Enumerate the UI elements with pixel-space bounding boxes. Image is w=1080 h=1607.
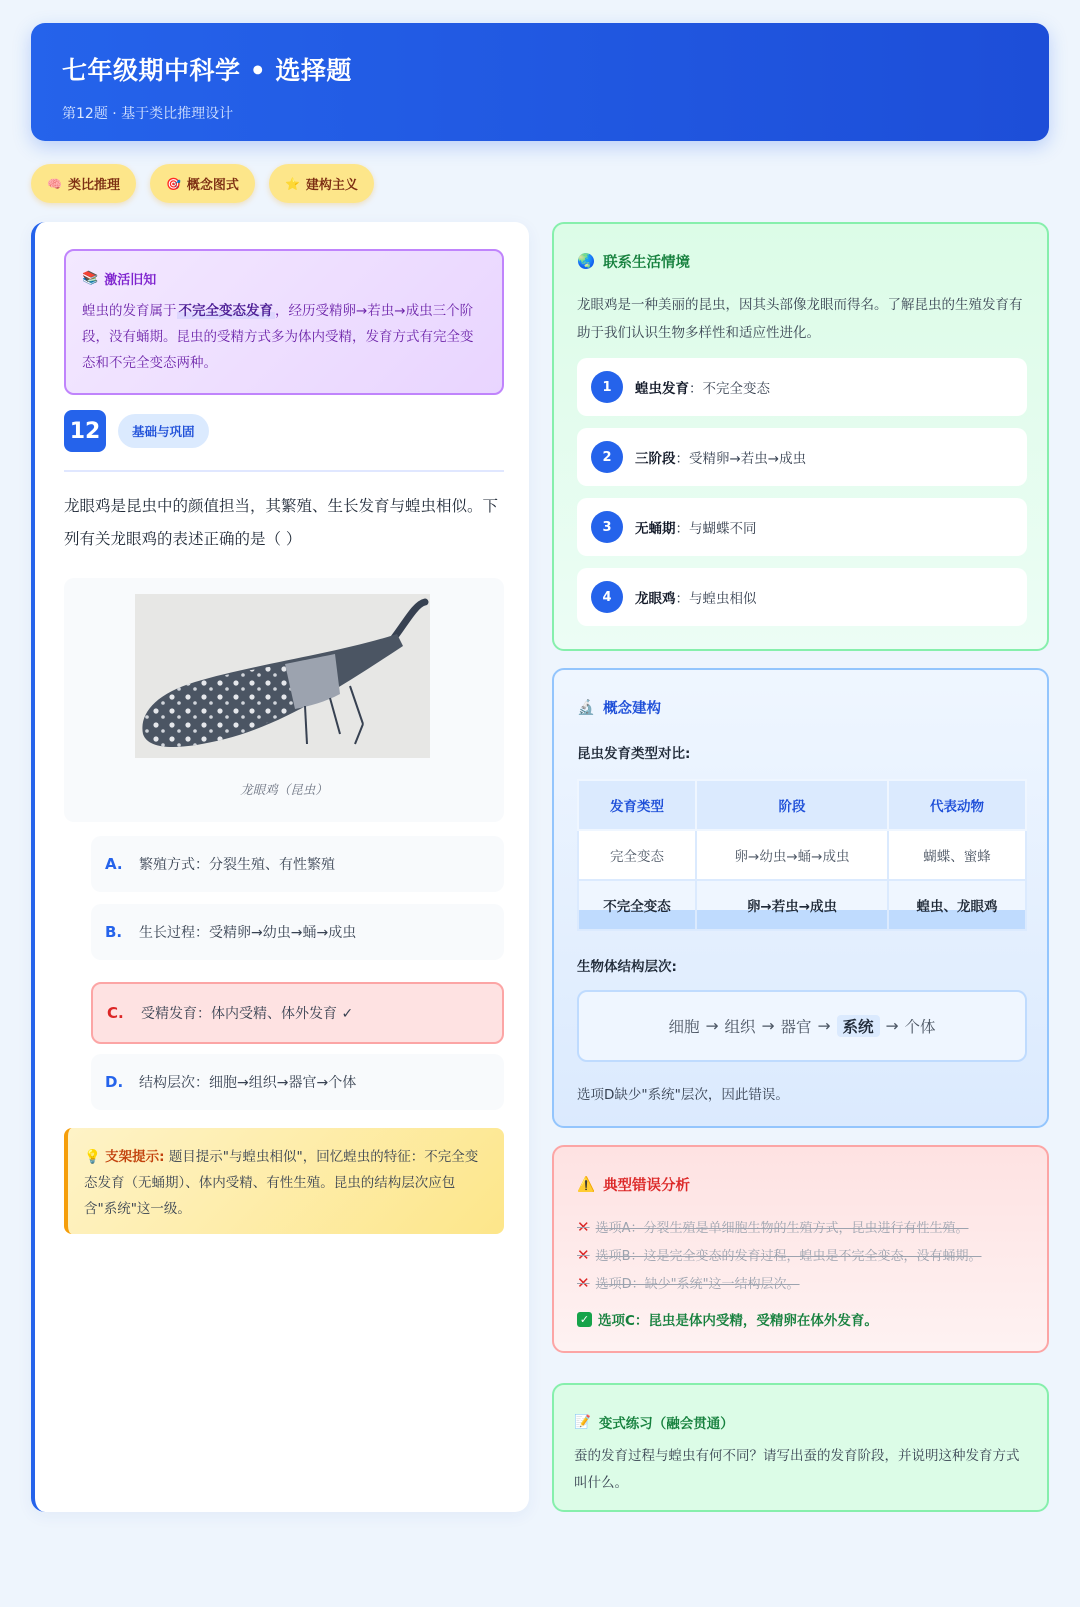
question-header <box>64 410 504 472</box>
level-cell: 细胞 <box>668 1018 700 1036</box>
step-item <box>577 498 1027 556</box>
step-value: 不完全变态 <box>702 381 770 397</box>
hint-label: 支架提示: <box>105 1149 165 1165</box>
tag-list <box>31 164 374 203</box>
step-item <box>577 428 1027 486</box>
recall-text <box>82 298 486 376</box>
wrong-item <box>577 1273 800 1292</box>
microscope-icon: 🔬 <box>577 700 596 716</box>
recall-text-after: ，经历受精卵→若虫→成虫三个阶段，没有蛹期。昆虫的受精方式多为体内受精，发育方式有完全变态和不完全变态两种。 <box>82 303 474 371</box>
table-header-row <box>578 780 1026 830</box>
step-key: 无蛹期 <box>635 521 676 537</box>
structure-levels <box>577 990 1027 1062</box>
recall-title <box>82 269 486 288</box>
option-letter: C. <box>107 1004 124 1022</box>
wrong-text: 选项B：这是完全变态的发育过程，蝗虫是不完全变态，没有蛹期。 <box>595 1249 982 1264</box>
life-intro: 龙眼鸡是一种美丽的昆虫，因其头部像龙眼而得名。了解昆虫的生殖发育有助于我们认识生物多样性和适应性进化。 <box>577 297 1023 341</box>
option-text: 生长过程：受精卵→幼虫→蛹→成虫 <box>139 925 357 941</box>
check-icon: ✓ <box>577 1312 592 1327</box>
step-sep: ： <box>675 521 689 537</box>
difficulty-badge: 基础与巩固 <box>118 414 209 448</box>
step-item <box>577 568 1027 626</box>
cross-icon: ✕ <box>577 1273 590 1292</box>
recall-highlight: 不完全变态发育 <box>178 303 273 319</box>
option-c[interactable] <box>91 982 504 1044</box>
variant-practice-panel <box>552 1383 1049 1512</box>
step-item <box>577 358 1027 416</box>
lightbulb-icon: 💡 <box>84 1149 101 1165</box>
tag-label: 概念图式 <box>186 178 239 193</box>
step-value: 与蝗虫相似 <box>689 591 757 607</box>
scaffold-hint <box>64 1128 504 1234</box>
step-key: 三阶段 <box>635 451 676 467</box>
memo-icon: 📝 <box>574 1414 591 1430</box>
right-text: 选项C：昆虫是体内受精，受精卵在体外发育。 <box>598 1313 878 1329</box>
step-key: 蝗虫发育 <box>635 381 689 397</box>
wrong-item <box>577 1245 982 1264</box>
table-row-highlight <box>578 880 1026 930</box>
life-title <box>577 251 690 272</box>
hint-text: 题目提示"与蝗虫相似"，回忆蝗虫的特征：不完全变态发育（无蛹期）、体内受精、有性生殖。昆虫的结构层次应包含"系统"这一级。 <box>84 1149 479 1217</box>
error-analysis-panel <box>552 1145 1049 1353</box>
longan-lanternfly-image <box>135 594 430 758</box>
right-item <box>577 1309 878 1329</box>
option-d[interactable] <box>91 1054 504 1110</box>
tag-schema <box>150 164 255 203</box>
step-value: 受精卵→若虫→成虫 <box>689 451 807 467</box>
question-card <box>31 222 529 1512</box>
question-figure <box>64 578 504 822</box>
question-number: 12 <box>64 410 106 452</box>
target-icon: 🎯 <box>165 176 181 191</box>
cross-icon: ✕ <box>577 1217 590 1236</box>
option-a[interactable] <box>91 836 504 892</box>
level-individual: 个体 <box>904 1018 936 1036</box>
life-title-text: 联系生活情境 <box>603 255 691 271</box>
level-tissue: 组织 <box>724 1018 756 1036</box>
table-row <box>578 830 1026 880</box>
option-text: 繁殖方式：分裂生殖、有性繁殖 <box>139 857 335 873</box>
levels-label: 生物体结构层次: <box>577 959 677 975</box>
option-b[interactable] <box>91 904 504 960</box>
page-subtitle: 第12题 · 基于类比推理设计 <box>62 106 234 122</box>
table-cell: 蝗虫、龙眼鸡 <box>888 880 1026 930</box>
concept-panel <box>552 668 1049 1128</box>
table-cell: 卵→幼虫→蛹→成虫 <box>696 830 888 880</box>
option-text: 受精发育：体内受精、体外发育 ✓ <box>141 1006 354 1022</box>
arrow: → <box>885 1017 899 1035</box>
page-header <box>31 23 1049 141</box>
compare-label: 昆虫发育类型对比: <box>577 746 691 762</box>
table-header: 代表动物 <box>888 780 1026 830</box>
step-sep: ： <box>689 381 703 397</box>
recall-text-before: 蝗虫的发育属于 <box>82 303 177 319</box>
cross-icon: ✕ <box>577 1245 590 1264</box>
arrow: → <box>761 1017 775 1035</box>
step-sep: ： <box>675 451 689 467</box>
step-number: 2 <box>591 441 623 473</box>
step-number: 3 <box>591 511 623 543</box>
table-header: 发育类型 <box>578 780 696 830</box>
option-letter: D. <box>105 1073 124 1091</box>
level-system: 系统 <box>837 1015 880 1037</box>
tag-label: 建构主义 <box>305 178 358 193</box>
variant-title-text: 变式练习（融会贯通） <box>598 1416 734 1432</box>
recall-box <box>64 249 504 395</box>
wrong-item <box>577 1217 968 1236</box>
brain-icon: 🧠 <box>47 176 62 191</box>
option-text: 结构层次：细胞→组织→器官→个体 <box>139 1075 357 1091</box>
arrow: → <box>705 1017 719 1035</box>
recall-title-text: 激活旧知 <box>104 273 157 288</box>
step-key: 龙眼鸡 <box>635 591 676 607</box>
wrong-text: 选项D：缺少"系统"这一结构层次。 <box>595 1277 800 1292</box>
tag-constructivism <box>269 164 374 203</box>
tag-analogy <box>31 164 136 203</box>
step-value: 与蝴蝶不同 <box>689 521 757 537</box>
arrow: → <box>817 1017 831 1035</box>
table-cell: 不完全变态 <box>578 880 696 930</box>
question-stem: 龙眼鸡是昆虫中的颜值担当，其繁殖、生长发育与蝗虫相似。下列有关龙眼鸡的表述正确的是（ ） <box>64 497 499 548</box>
step-number: 1 <box>591 371 623 403</box>
life-context-panel <box>552 222 1049 651</box>
error-title-text: 典型错误分析 <box>603 1178 691 1194</box>
step-sep: ： <box>675 591 689 607</box>
development-compare-table <box>577 779 1027 931</box>
step-number: 4 <box>591 581 623 613</box>
table-cell: 蝴蝶、蜜蜂 <box>888 830 1026 880</box>
levels-note: 选项D缺少"系统"层次，因此错误。 <box>577 1087 789 1103</box>
option-letter: A. <box>105 855 123 873</box>
star-icon: ⭐ <box>284 176 300 191</box>
wrong-text: 选项A：分裂生殖是单细胞生物的生殖方式，昆虫进行有性生殖。 <box>595 1221 969 1236</box>
variant-title <box>574 1412 734 1432</box>
warning-icon: ⚠️ <box>577 1177 596 1193</box>
concept-title-text: 概念建构 <box>603 701 662 717</box>
books-icon: 📚 <box>82 271 99 286</box>
tag-label: 类比推理 <box>67 178 120 193</box>
table-header: 阶段 <box>696 780 888 830</box>
concept-title <box>577 697 661 718</box>
error-title <box>577 1174 690 1195</box>
page-title: 七年级期中科学 • 选择题 <box>62 56 352 85</box>
table-cell: 卵→若虫→成虫 <box>696 880 888 930</box>
level-organ: 器官 <box>780 1018 812 1036</box>
table-cell: 完全变态 <box>578 830 696 880</box>
figure-caption: 龙眼鸡（昆虫） <box>240 782 328 797</box>
globe-icon: 🌏 <box>577 254 596 270</box>
option-letter: B. <box>105 923 123 941</box>
variant-text: 蚕的发育过程与蝗虫有何不同？请写出蚕的发育阶段，并说明这种发育方式叫什么。 <box>574 1448 1020 1491</box>
